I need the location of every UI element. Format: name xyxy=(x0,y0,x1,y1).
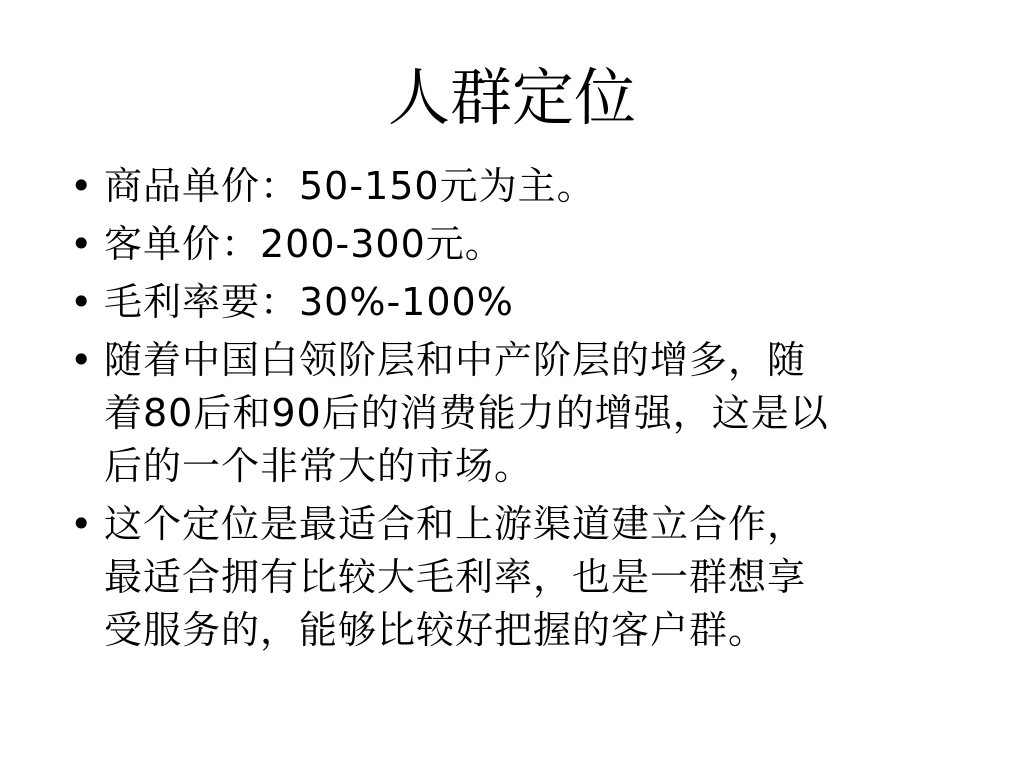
bullet-item xyxy=(62,334,942,493)
bullet-text: 毛利率要：30%-100% xyxy=(104,280,514,324)
bullet-item xyxy=(62,218,942,271)
bullet-dot-icon: • xyxy=(70,164,94,208)
bullet-list xyxy=(62,160,942,662)
bullet-dot-icon: • xyxy=(70,280,94,324)
bullet-text-line: 后的一个非常大的市场。 xyxy=(104,444,534,488)
bullet-text-line: 这个定位是最适合和上游渠道建立合作， xyxy=(104,502,807,546)
bullet-text-line: 着80后和90后的消费能力的增强，这是以 xyxy=(104,391,829,435)
bullet-item xyxy=(62,160,942,213)
bullet-item xyxy=(62,498,942,657)
bullet-dot-icon: • xyxy=(70,502,94,546)
bullet-text-line: 最适合拥有比较大毛利率，也是一群想享 xyxy=(104,555,807,599)
bullet-text-line: 随着中国白领阶层和中产阶层的增多，随 xyxy=(104,338,807,382)
bullet-item xyxy=(62,276,942,329)
bullet-text: 商品单价：50-150元为主。 xyxy=(104,164,596,208)
bullet-dot-icon: • xyxy=(70,222,94,266)
bullet-text: 客单价：200-300元。 xyxy=(104,222,504,266)
bullet-text-line: 受服务的，能够比较好把握的客户群。 xyxy=(104,608,768,652)
slide-title: 人群定位 xyxy=(387,61,636,134)
bullet-dot-icon: • xyxy=(70,338,94,382)
